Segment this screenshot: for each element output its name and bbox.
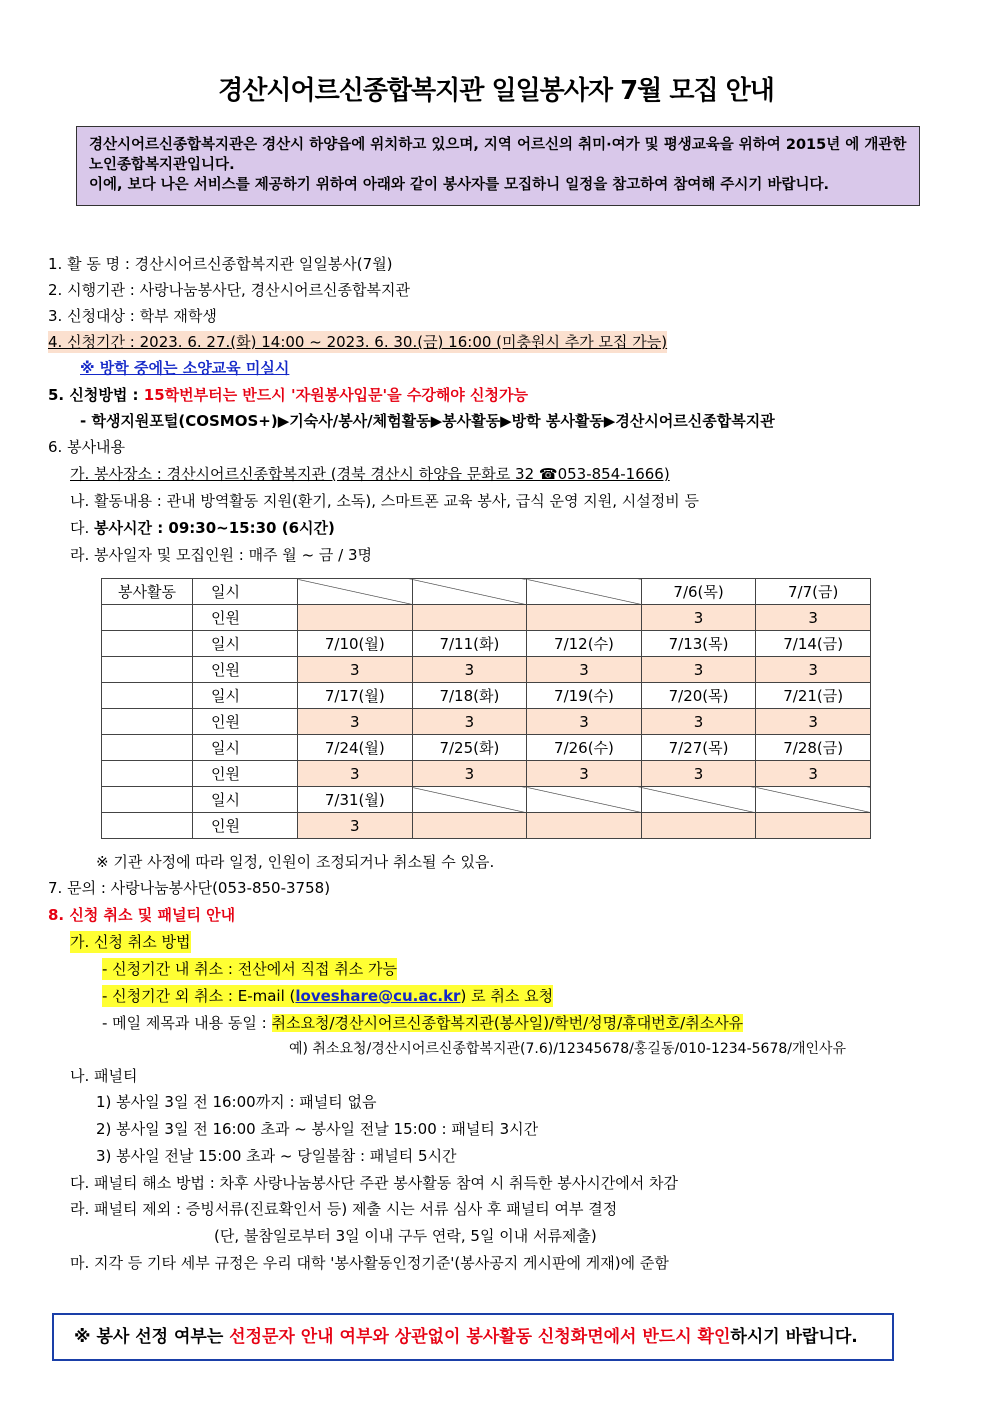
count-cell: 3: [298, 761, 413, 787]
date-cell: 7/26(수): [527, 735, 642, 761]
final-notice-red: 선정문자 안내 여부와 상관없이 봉사활동 신청화면에서 반드시 확인: [229, 1327, 731, 1347]
item-8-a-1: - 신청기간 내 취소 : 전산에서 직접 취소 가능: [102, 960, 397, 978]
date-cell: 7/17(월): [298, 683, 413, 709]
count-cell: 3: [756, 761, 871, 787]
count-cell: 3: [298, 813, 413, 839]
item-8-a-2-pre: - 신청기간 외 취소 : E-mail (: [102, 987, 296, 1005]
count-cell: 3: [641, 761, 756, 787]
date-cell: 7/18(화): [412, 683, 527, 709]
final-notice-post: 하시기 바랍니다.: [730, 1327, 858, 1347]
count-cell: 3: [412, 657, 527, 683]
empty-cell: [756, 813, 871, 839]
count-cell: 3: [641, 709, 756, 735]
item-8-b-3: 3) 봉사일 전날 15:00 초과 ~ 당일불참 : 패널티 5시간: [96, 1147, 457, 1165]
count-cell: 3: [527, 709, 642, 735]
empty-cell: [641, 787, 756, 813]
item-8-b: 나. 패널티: [70, 1067, 138, 1085]
item-6-time-bold: 봉사시간 : 09:30~15:30 (6시간): [94, 519, 335, 537]
empty-cell: [527, 787, 642, 813]
date-cell: 7/28(금): [756, 735, 871, 761]
schedule-header-cell: [102, 709, 193, 735]
count-cell: 3: [756, 605, 871, 631]
count-label: 인원: [193, 657, 298, 683]
empty-cell: [756, 787, 871, 813]
item-5: [48, 384, 528, 406]
count-label: 인원: [193, 605, 298, 631]
date-label: 일시: [193, 579, 298, 605]
intro-box: [76, 126, 920, 206]
date-cell: 7/14(금): [756, 631, 871, 657]
date-label: 일시: [193, 787, 298, 813]
item-8-a-2: [102, 985, 553, 1007]
intro-line-1: 경산시어르신종합복지관은 경산시 하양읍에 위치하고 있으며, 지역 어르신의 취미·여가 및 평생교육을 위하여 2015년 에 개관한 노인종합복지관입니다.: [89, 137, 907, 173]
date-cell: 7/13(목): [641, 631, 756, 657]
date-cell: 7/6(목): [641, 579, 756, 605]
intro-line-2: 이에, 보다 나은 서비스를 제공하기 위하여 아래와 같이 봉사자를 모집하니 일정을 참고하여 참여해 주시기 바랍니다.: [89, 177, 830, 193]
item-8-a-3-example: 예) 취소요청/경산시어르신종합복지관(7.6)/12345678/홍길동/010-1234-5678/개인사유: [289, 1041, 847, 1057]
schedule-header-cell: [102, 787, 193, 813]
count-cell: 3: [641, 605, 756, 631]
schedule-header-cell: [102, 657, 193, 683]
date-cell: 7/31(월): [298, 787, 413, 813]
count-label: 인원: [193, 709, 298, 735]
schedule-header-cell: [102, 813, 193, 839]
schedule-count-row: [102, 709, 871, 735]
schedule-header-cell: 봉사활동: [102, 579, 193, 605]
item-8-d: 라. 패널티 제외 : 증빙서류(진료확인서 등) 제출 시는 서류 심사 후 패널티 여부 결정: [70, 1200, 618, 1218]
schedule-header-cell: [102, 735, 193, 761]
date-cell: 7/10(월): [298, 631, 413, 657]
item-5-warning: 15학번부터는 반드시 '자원봉사입문'을 수강해야 신청가능: [143, 386, 528, 404]
item-5-prefix: 5. 신청방법 :: [48, 386, 144, 404]
schedule-count-row: [102, 657, 871, 683]
schedule-count-row: [102, 813, 871, 839]
schedule-table: [101, 578, 871, 839]
count-label: 인원: [193, 761, 298, 787]
schedule-header-cell: [102, 761, 193, 787]
item-8-d-2: (단, 불참일로부터 3일 이내 구두 연락, 5일 이내 서류제출): [214, 1227, 597, 1245]
empty-cell: [412, 787, 527, 813]
count-cell: 3: [641, 657, 756, 683]
count-cell: 3: [412, 709, 527, 735]
item-6-time-prefix: 다.: [70, 519, 95, 537]
item-8-b-1: 1) 봉사일 3일 전 16:00까지 : 패널티 없음: [96, 1093, 377, 1111]
empty-cell: [412, 605, 527, 631]
date-label: 일시: [193, 683, 298, 709]
item-8-c: 다. 패널티 해소 방법 : 차후 사랑나눔봉사단 주관 봉사활동 참여 시 취득한 봉사시간에서 차감: [70, 1174, 678, 1192]
item-8-b-2: 2) 봉사일 3일 전 16:00 초과 ~ 봉사일 전날 15:00 : 패널티 3시간: [96, 1120, 539, 1138]
schedule-header-cell: [102, 683, 193, 709]
count-cell: 3: [298, 709, 413, 735]
date-cell: 7/21(금): [756, 683, 871, 709]
empty-cell: [412, 813, 527, 839]
schedule-date-row: [102, 683, 871, 709]
empty-cell: [527, 605, 642, 631]
count-cell: 3: [756, 709, 871, 735]
item-8-a-3-format: 취소요청/경산시어르신종합복지관(봉사일)/학번/성명/휴대번호/취소사유: [271, 1014, 744, 1032]
empty-cell: [412, 579, 527, 605]
item-8-a: 가. 신청 취소 방법: [70, 933, 191, 951]
item-5-path: - 학생지원포털(COSMOS+)▶기숙사/봉사/체험활동▶봉사활동▶방학 봉사활동▶경산시어르신종합복지관: [80, 412, 775, 430]
item-6: 6. 봉사내용: [48, 438, 126, 456]
item-2: 2. 시행기관 : 사랑나눔봉사단, 경산시어르신종합복지관: [48, 281, 410, 299]
date-cell: 7/25(화): [412, 735, 527, 761]
item-8-e: 마. 지각 등 기타 세부 규정은 우리 대학 '봉사활동인정기준'(봉사공지 게시판에 게재)에 준함: [70, 1254, 669, 1272]
date-cell: 7/19(수): [527, 683, 642, 709]
count-cell: 3: [756, 657, 871, 683]
empty-cell: [298, 579, 413, 605]
item-1: 1. 활 동 명 : 경산시어르신종합복지관 일일봉사(7월): [48, 255, 393, 273]
email-link[interactable]: loveshare@cu.ac.kr: [295, 987, 461, 1005]
schedule-header-cell: [102, 631, 193, 657]
empty-cell: [527, 579, 642, 605]
schedule-date-row: [102, 579, 871, 605]
schedule-header-cell: [102, 605, 193, 631]
item-8-a-3: [102, 1012, 743, 1034]
date-cell: 7/7(금): [756, 579, 871, 605]
item-4-note: ※ 방학 중에는 소양교육 미실시: [80, 359, 290, 377]
item-4: 4. 신청기간 : 2023. 6. 27.(화) 14:00 ~ 2023. 6. 30.(금) 16:00 (미충원시 추가 모집 가능): [48, 333, 668, 351]
item-6-time: [70, 517, 335, 539]
item-7: 7. 문의 : 사랑나눔봉사단(053-850-3758): [48, 879, 331, 897]
date-cell: 7/27(목): [641, 735, 756, 761]
item-8-a-3-pre: - 메일 제목과 내용 동일 :: [102, 1014, 272, 1032]
count-cell: 3: [527, 657, 642, 683]
page-title: 경산시어르신종합복지관 일일봉사자 7월 모집 안내: [218, 76, 774, 106]
date-cell: 7/24(월): [298, 735, 413, 761]
date-label: 일시: [193, 735, 298, 761]
schedule-count-row: [102, 605, 871, 631]
schedule-count-row: [102, 761, 871, 787]
schedule-date-row: [102, 787, 871, 813]
item-6-dates: 라. 봉사일자 및 모집인원 : 매주 월 ~ 금 / 3명: [70, 546, 373, 564]
date-cell: 7/11(화): [412, 631, 527, 657]
item-6-content: 나. 활동내용 : 관내 방역활동 지원(환기, 소독), 스마트폰 교육 봉사, 급식 운영 지원, 시설정비 등: [70, 492, 699, 510]
empty-cell: [298, 605, 413, 631]
item-6-place: 가. 봉사장소 : 경산시어르신종합복지관 (경북 경산시 하양읍 문화로 32 ☎053-854-1666): [70, 465, 670, 483]
schedule-date-row: [102, 631, 871, 657]
date-label: 일시: [193, 631, 298, 657]
date-cell: 7/20(목): [641, 683, 756, 709]
final-notice-pre: ※ 봉사 선정 여부는: [74, 1327, 230, 1347]
empty-cell: [527, 813, 642, 839]
item-8: 8. 신청 취소 및 패널티 안내: [48, 906, 236, 924]
date-cell: 7/12(수): [527, 631, 642, 657]
count-cell: 3: [527, 761, 642, 787]
schedule-date-row: [102, 735, 871, 761]
count-cell: 3: [412, 761, 527, 787]
final-notice: [52, 1313, 894, 1361]
item-3: 3. 신청대상 : 학부 재학생: [48, 307, 217, 325]
item-8-a-2-post: ) 로 취소 요청: [460, 987, 554, 1005]
table-note: ※ 기관 사정에 따라 일정, 인원이 조정되거나 취소될 수 있음.: [96, 853, 495, 871]
count-cell: 3: [298, 657, 413, 683]
empty-cell: [641, 813, 756, 839]
count-label: 인원: [193, 813, 298, 839]
